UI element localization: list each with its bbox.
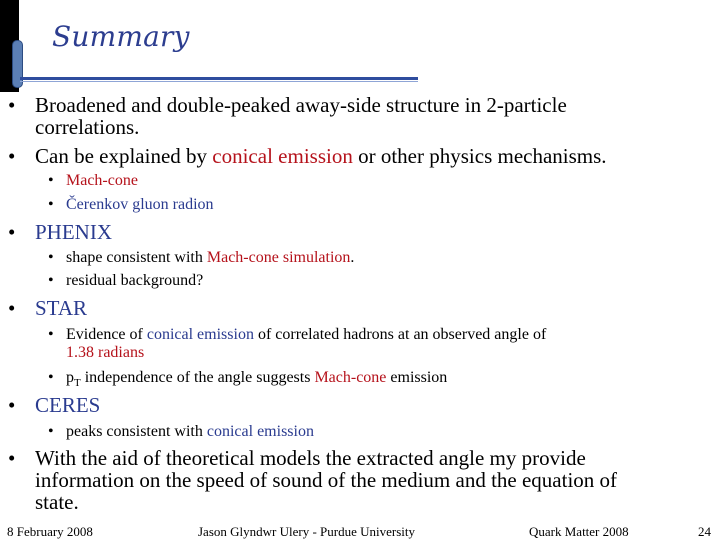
bullet-text: With the aid of theoretical models the extracted angle my provide xyxy=(35,446,586,470)
highlight-mach-cone-simulation: Mach-cone simulation xyxy=(206,249,351,266)
text-segment: Evidence of xyxy=(66,326,147,343)
sub-bullet-text xyxy=(66,326,546,344)
sub-bullet-text xyxy=(66,249,354,267)
bullet-marker: • xyxy=(8,93,16,117)
sub-bullet-text: Čerenkov gluon radion xyxy=(66,196,214,213)
bullet-text-cont: state. xyxy=(35,490,79,514)
text-segment: emission xyxy=(386,369,448,386)
highlight-mach-cone: Mach-cone xyxy=(314,369,387,386)
bullet-text-cont: correlations. xyxy=(35,115,140,139)
text-segment: peaks consistent with xyxy=(66,423,207,440)
bullet-text: STAR xyxy=(35,296,87,320)
bullet-marker: • xyxy=(8,220,16,244)
title-underline-light xyxy=(20,81,418,82)
sub-bullet-text-cont: 1.38 radians xyxy=(66,344,145,361)
text-segment: shape consistent with xyxy=(66,249,207,266)
bullet-marker: • xyxy=(8,144,16,168)
title-underline xyxy=(20,77,418,80)
footer-date: 8 February 2008 xyxy=(7,524,93,539)
footer-author: Jason Glyndwr Ulery - Purdue University xyxy=(198,524,415,539)
sub-bullet-text: Mach-cone xyxy=(66,172,138,189)
bullet-text: CERES xyxy=(35,393,101,417)
bullet-marker: • xyxy=(8,296,16,320)
text-segment: of correlated hadrons at an observed angle of xyxy=(253,326,547,343)
text-segment: Can be explained by xyxy=(35,144,213,168)
bullet-marker: • xyxy=(8,446,16,470)
text-segment: p xyxy=(66,369,74,386)
subscript-t: T xyxy=(74,377,81,390)
highlight-conical-emission: conical emission xyxy=(206,423,314,440)
bullet-marker: • xyxy=(48,196,54,213)
sub-bullet-text: residual background? xyxy=(66,272,204,289)
bullet-text: Broadened and double-peaked away-side structure in 2-particle xyxy=(35,93,567,117)
highlight-conical-emission: conical emission xyxy=(146,326,254,343)
highlight-conical-emission: conical emission xyxy=(212,144,353,168)
footer-page-number: 24 xyxy=(698,524,711,539)
bullet-text-cont: information on the speed of sound of the medium and the equation of xyxy=(35,468,618,492)
bullet-marker: • xyxy=(48,272,54,289)
bullet-marker: • xyxy=(48,326,54,343)
bullet-text xyxy=(35,145,607,167)
sub-bullet-text xyxy=(66,423,314,441)
text-segment: or other physics mechanisms. xyxy=(352,144,607,168)
bullet-marker: • xyxy=(48,249,54,266)
bullet-marker: • xyxy=(48,172,54,189)
text-segment: independence of the angle suggests xyxy=(80,369,315,386)
bullet-marker: • xyxy=(8,393,16,417)
slide-title: Summary xyxy=(52,20,190,53)
text-segment: . xyxy=(350,249,355,266)
bullet-marker: • xyxy=(48,369,54,386)
bullet-text: PHENIX xyxy=(35,220,112,244)
bullet-marker: • xyxy=(48,423,54,440)
footer-conference: Quark Matter 2008 xyxy=(529,524,629,539)
sub-bullet-text xyxy=(66,369,447,392)
